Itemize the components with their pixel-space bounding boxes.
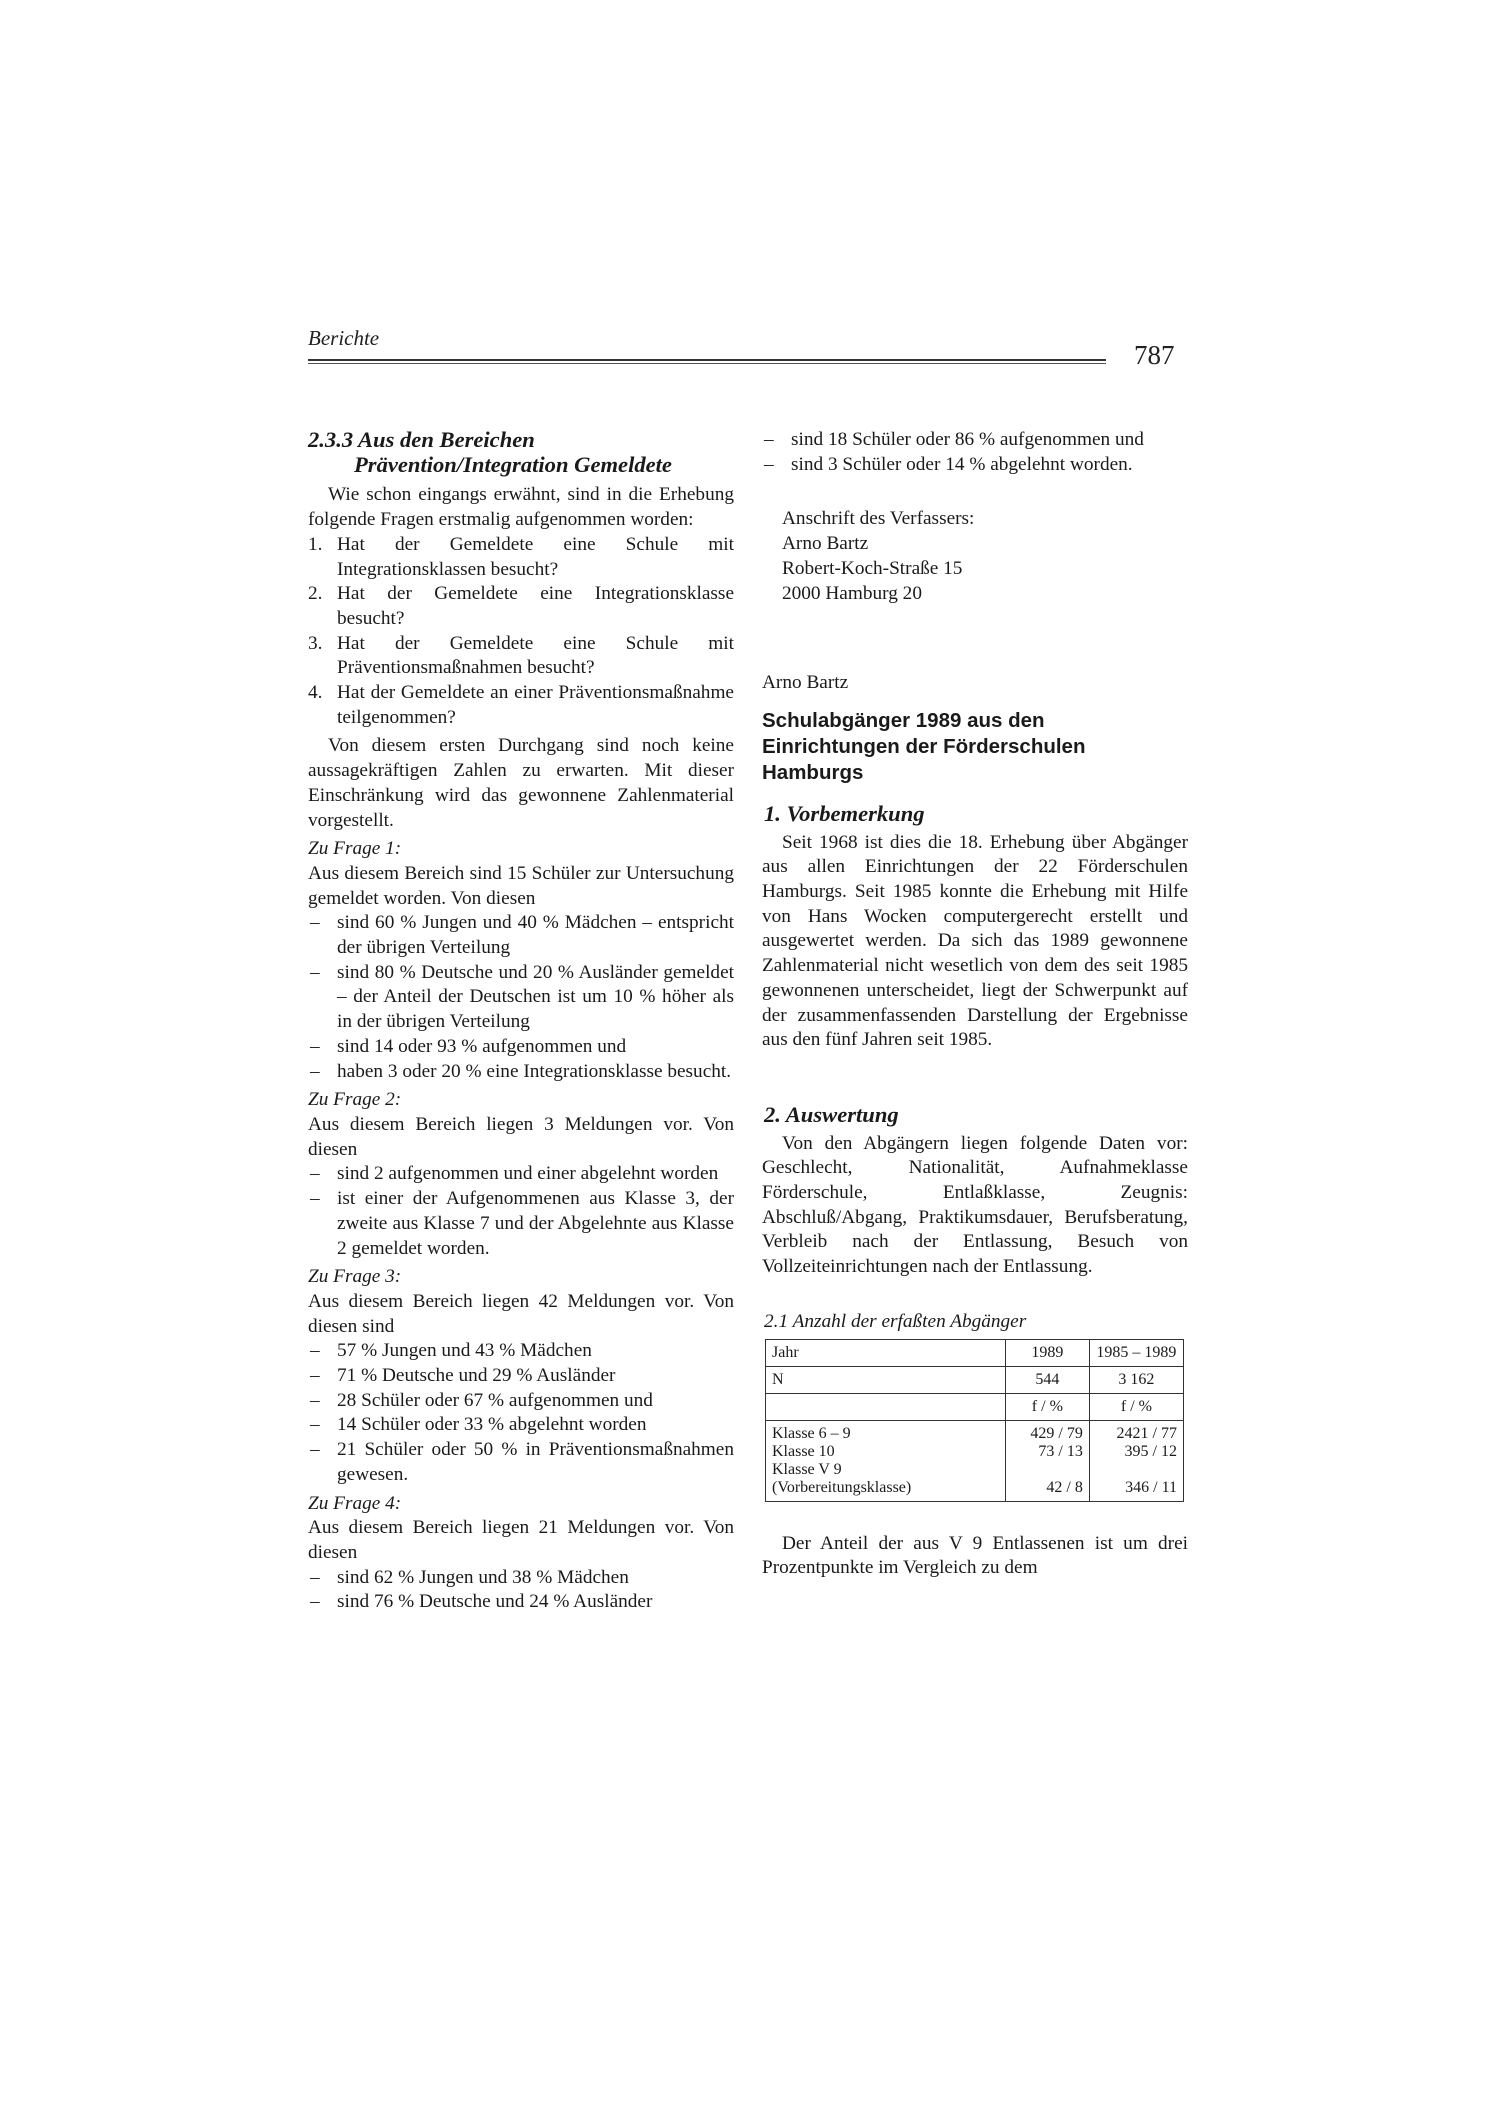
table-cell: f / % (1089, 1393, 1183, 1420)
list-item: – sind 62 % Jungen und 38 % Mädchen (310, 1566, 629, 1588)
question-text: Hat der Gemeldete eine Schule mit Integrationsklassen besucht? (337, 533, 734, 580)
section-heading-auswertung: 2. Auswertung (764, 1101, 899, 1127)
list-item: – sind 18 Schüler oder 86 % aufgenommen und (764, 429, 1144, 450)
table-cell (1089, 1420, 1183, 1501)
row-value: 42 / 8 (1046, 1478, 1083, 1496)
row-value: 395 / 12 (1124, 1442, 1177, 1460)
table-cell: 544 (1005, 1366, 1089, 1393)
table-row (766, 1420, 1184, 1501)
row-label: (Vorbereitungsklasse) (772, 1478, 912, 1496)
question-text: Hat der Gemeldete eine Integrationsklasse besucht? (337, 583, 734, 629)
list-item-text: 71 % Deutsche und 29 % Ausländer (337, 1365, 616, 1387)
q4-heading: Zu Frage 4: (308, 1492, 402, 1514)
row-label: Klasse V 9 (772, 1460, 842, 1478)
list-item: – 28 Schüler oder 67 % aufgenommen und (310, 1389, 653, 1411)
question-number: 4. (308, 682, 323, 704)
auswertung-text: Von den Abgängern liegen folgende Daten vor: Geschlecht, Nationalität, Aufnahmeklasse Förderschule, Entlaßklasse, Zeugnis: Abschluß/Abgang, Praktikumsdauer, Berufsberatung, Verbleib nach der Entlassung, Besuch von Vollzeiteinrichtungen nach der Entlassung. (762, 1132, 1188, 1278)
q3-heading: Zu Frage 3: (308, 1266, 402, 1288)
row-value: 73 / 13 (1038, 1442, 1083, 1460)
row-value (1012, 1461, 1083, 1479)
row-label: Klasse 6 – 9 (772, 1424, 851, 1442)
table-cell: f / % (1005, 1393, 1089, 1420)
list-item-text: 14 Schüler oder 33 % abgelehnt worden (337, 1414, 647, 1436)
list-item-text: sind 14 oder 93 % aufgenommen und (337, 1035, 627, 1057)
q3-list (308, 1339, 734, 1487)
list-item-text: sind 60 % Jungen und 40 % Mädchen – entspricht der übrigen Verteilung (337, 912, 734, 959)
question-number: 1. (308, 533, 323, 555)
q2-list (308, 1162, 734, 1261)
list-item-text: sind 62 % Jungen und 38 % Mädchen (337, 1566, 629, 1588)
address-city: 2000 Hamburg 20 (782, 582, 922, 604)
row-label: Klasse 10 (772, 1442, 835, 1460)
table-caption: 2.1 Anzahl der erfaßten Abgänger (764, 1310, 1027, 1332)
row-value: 346 / 11 (1125, 1478, 1177, 1496)
question-item (308, 632, 734, 681)
question-item (308, 681, 734, 730)
section-heading-vorbemerkung: 1. Vorbemerkung (764, 800, 925, 826)
q1-text: Aus diesem Bereich sind 15 Schüler zur Untersuchung gemeldet worden. Von diesen (308, 862, 734, 909)
list-item-text: haben 3 oder 20 % eine Integrationsklasse besucht. (337, 1060, 732, 1082)
list-item-text: ist einer der Aufgenommenen aus Klasse 3, der zweite aus Klasse 7 und der Abgelehnte aus Klasse 2 gemeldet worden. (337, 1188, 734, 1259)
address-label: Anschrift des Verfassers: (782, 508, 975, 530)
table-row (766, 1393, 1184, 1420)
table-header-row (766, 1339, 1184, 1366)
article-author: Arno Bartz (762, 672, 849, 694)
q1-heading: Zu Frage 1: (308, 838, 402, 860)
question-text: Hat der Gemeldete eine Schule mit Präventionsmaßnahmen besucht? (337, 632, 734, 679)
list-item-text: sind 18 Schüler oder 86 % aufgenommen und (791, 429, 1144, 450)
list-item: – 14 Schüler oder 33 % abgelehnt worden (310, 1414, 647, 1436)
table-cell (1005, 1420, 1089, 1501)
article-title: Schulabgänger 1989 aus den Einrichtungen der Förderschulen Hamburgs (762, 708, 1086, 784)
list-item: – sind 60 % Jungen und 40 % Mädchen – entspricht der übrigen Verteilung (310, 912, 734, 959)
q2-text: Aus diesem Bereich liegen 3 Meldungen vor. Von diesen (308, 1113, 734, 1160)
continued-list (762, 428, 1188, 477)
abgaenger-table (765, 1339, 1184, 1502)
list-item: – sind 3 Schüler oder 14 % abgelehnt worden. (764, 453, 1133, 475)
vorbemerkung-text: Seit 1968 ist dies die 18. Erhebung über Abgänger aus allen Einrichtungen der 22 Förderschulen Hamburgs. Seit 1985 konnte die Erhebung mit Hilfe von Hans Wocken computergerecht erstellt und ausgewertet werden. Da sich das 1989 gewonnene Zahlenmaterial nicht wesetlich von dem des seit 1985 gewonnenen unterscheidet, liegt der Schwerpunkt auf der zusammenfassenden Darstellung der Ergebnisse aus den fünf Jahren seit 1985. (762, 831, 1188, 1051)
header-rule-thin (308, 363, 1106, 364)
intro-paragraph: Wie schon eingangs erwähnt, sind in die Erhebung folgende Fragen erstmalig aufgenommen worden: (308, 484, 734, 531)
list-item: – ist einer der Aufgenommenen aus Klasse 3, der zweite aus Klasse 7 und der Abgelehnte aus Klasse 2 gemeldet worden. (310, 1188, 734, 1259)
list-item-text: 57 % Jungen und 43 % Mädchen (337, 1340, 592, 1362)
table-header-cell: Jahr (766, 1339, 1006, 1366)
list-item-text: 28 Schüler oder 67 % aufgenommen und (337, 1389, 653, 1411)
q3-text: Aus diesem Bereich liegen 42 Meldungen vor. Von diesen sind (308, 1290, 734, 1337)
section-title: 2.3.3 Aus den Bereichen Prävention/Integration Gemeldete (308, 427, 672, 477)
author-address (762, 507, 1188, 606)
table-header-cell: 1985 – 1989 (1089, 1339, 1183, 1366)
left-column (308, 428, 734, 1615)
question-number: 3. (308, 632, 323, 654)
list-item: – haben 3 oder 20 % eine Integrationsklasse besucht. (310, 1060, 732, 1082)
table-cell: N (766, 1366, 1006, 1393)
q4-list (308, 1566, 734, 1615)
note-paragraph: Von diesem ersten Durchgang sind noch keine aussagekräftigen Zahlen zu erwarten. Mit dieser Einschränkung wird das gewonnene Zahlenmaterial vorgestellt. (308, 735, 734, 831)
question-item (308, 582, 734, 631)
running-head: Berichte (308, 326, 380, 350)
list-item: – 71 % Deutsche und 29 % Ausländer (310, 1365, 616, 1387)
list-item: – sind 2 aufgenommen und einer abgelehnt worden (310, 1163, 719, 1185)
list-item-text: sind 80 % Deutsche und 20 % Ausländer gemeldet – der Anteil der Deutschen ist um 10 % höher als in der übrigen Verteilung (337, 961, 734, 1033)
q1-list (308, 911, 734, 1084)
question-number: 2. (308, 583, 323, 605)
list-item-text: sind 2 aufgenommen und einer abgelehnt worden (337, 1163, 719, 1185)
address-name: Arno Bartz (782, 533, 869, 555)
row-value: 429 / 79 (1030, 1424, 1083, 1442)
address-street: Robert-Koch-Straße 15 (782, 557, 963, 579)
header-rule (308, 359, 1106, 361)
table-cell (766, 1393, 1006, 1420)
list-item-text: sind 76 % Deutsche und 24 % Ausländer (337, 1591, 653, 1613)
list-item: – 57 % Jungen und 43 % Mädchen (310, 1340, 592, 1362)
table-row (766, 1366, 1184, 1393)
page-number: 787 (1134, 340, 1175, 370)
list-item: – sind 80 % Deutsche und 20 % Ausländer gemeldet – der Anteil der Deutschen ist um 10 % höher als in der übrigen Verteilung (310, 961, 734, 1033)
q4-text: Aus diesem Bereich liegen 21 Meldungen vor. Von diesen (308, 1517, 734, 1563)
list-item-text: sind 3 Schüler oder 14 % abgelehnt worden. (791, 453, 1133, 475)
row-value: 2421 / 77 (1116, 1424, 1177, 1442)
table-header-cell: 1989 (1005, 1339, 1089, 1366)
question-text: Hat der Gemeldete an einer Präventionsmaßnahme teilgenommen? (337, 682, 734, 728)
closing-paragraph: Der Anteil der aus V 9 Entlassenen ist um drei Prozentpunkte im Vergleich zu dem (762, 1532, 1188, 1579)
list-item: – sind 76 % Deutsche und 24 % Ausländer (310, 1591, 653, 1613)
row-value (1096, 1461, 1177, 1479)
table-cell: 3 162 (1089, 1366, 1183, 1393)
table-cell (766, 1420, 1006, 1501)
q2-heading: Zu Frage 2: (308, 1089, 402, 1111)
list-item: – 21 Schüler oder 50 % in Präventionsmaßnahmen gewesen. (310, 1439, 734, 1485)
list-item: – sind 14 oder 93 % aufgenommen und (310, 1035, 627, 1057)
list-item-text: 21 Schüler oder 50 % in Präventionsmaßnahmen gewesen. (337, 1439, 734, 1485)
question-item (308, 533, 734, 582)
question-list (308, 533, 734, 731)
right-column (762, 428, 1188, 1581)
